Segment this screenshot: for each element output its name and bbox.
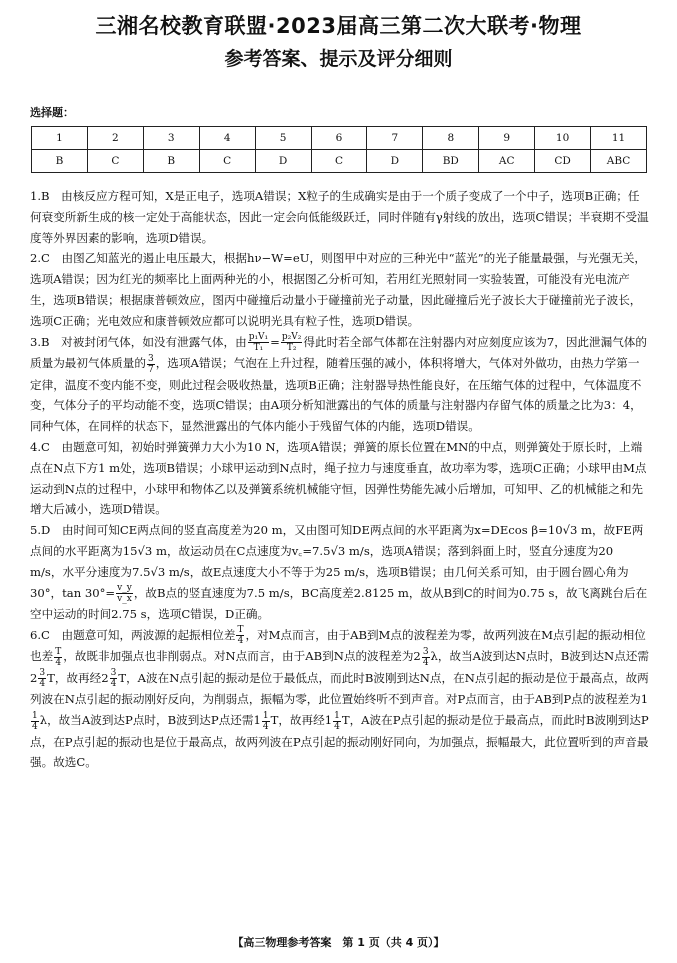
fraction-denominator: T₁ — [253, 343, 264, 354]
fraction-numerator: p₂V₂ — [281, 332, 302, 343]
text-segment: 得此时若全部气体都在注射器内对应刻度应该为7，因此泄漏气体的质量为最初气体质量的 — [30, 334, 647, 371]
answer-table — [31, 126, 647, 173]
page-subtitle: 参考答案、提示及评分细则 — [224, 48, 453, 70]
fraction-numerator: T — [237, 625, 244, 636]
text-segment: λ，故当A波到达P点时，B波到达P点还需1 — [39, 713, 261, 728]
text-segment: T，A波在N点引起的振动是位于最低点，而此时B波刚到达N点，在N点引起的振动是位于最高点，故两列波在N点引起的振动刚好反向，为削弱点，振幅为零，此位置始终听不到声音。对P点而言，由于AB到P点的波程差为1 — [30, 670, 649, 707]
answer-cell: CD — [535, 150, 591, 173]
question-number: 4 — [199, 127, 255, 150]
explanation-q2: 2.C 由图乙知蓝光的遏止电压最大，根据hν−W=eU，则图甲中对应的三种光中“蓝光”的光子能量最强，与光强无关，选项A错误；因为红光的频率比上面两种光的小，根据图乙分析可知，若用红光照射同一实验装置，可能没有光电流产生，选项B错误；根据康普顿效应，图丙中碰撞后动量小于碰撞前光子动量，因此碰撞后光子波长大于碰撞前光子波长，选项C正确；光电效应和康普顿效应都可以说明光具有粒子性，选项D错误。 — [30, 251, 647, 328]
fraction-denominator: 4 — [422, 657, 429, 668]
fraction — [147, 354, 155, 375]
question-number: 7 — [367, 127, 423, 150]
fraction-denominator: v_x — [117, 594, 132, 605]
fraction — [422, 647, 430, 668]
explanation-q1: 1.B 由核反应方程可知，X是正电子，选项A错误；X粒子的生成确实是由于一个质子变成了一个中子，选项B正确；任何衰变所新生成的核一定处于高能状态，因此一定会向低能级跃迁，同时伴随有γ射线的放出，选项C错误；半衰期不受温度等外界因素的影响，选项D错误。 — [30, 189, 649, 245]
fraction — [262, 711, 270, 732]
fraction-denominator: T₂ — [286, 343, 297, 354]
answer-cell: C — [311, 150, 367, 173]
fraction-numerator: p₁V₁ — [248, 332, 269, 343]
question-number: 9 — [479, 127, 535, 150]
explanations — [30, 186, 649, 773]
answer-cell: AC — [479, 150, 535, 173]
question-number: 6 — [311, 127, 367, 150]
fraction-numerator: 3 — [39, 668, 46, 679]
explanation-q4: 4.C 由题意可知，初始时弹簧弹力大小为10 N，选项A错误；弹簧的原长位置在MN的中点，则弹簧处于原长时，上端点在N点下方1 m处，选项B错误；小球甲运动到N点时，绳子拉力与速度垂直，故功率为零，选项C正确；小球甲由M点运动到N点的过程中，小球甲和物体乙以及弹簧系统机械能守恒，因弹性势能先减小后增加，可知甲、乙的机械能之和先增大后减小，选项D错误。 — [30, 439, 647, 517]
fraction — [38, 668, 46, 689]
fraction — [236, 625, 244, 646]
answer-cell: D — [367, 150, 423, 173]
text-segment: ，故B点的竖直速度为7.5 m/s，BC高度差2.8125 m，故从B到C的时间为0.75 s，故飞离跳台后在空中运动的时间2.75 s，选项C错误，D正确。 — [30, 585, 648, 622]
answer-table-answer-row — [32, 150, 647, 173]
fraction-denominator: 4 — [262, 721, 269, 732]
page-footer: 【高三物理参考答案 第 1 页（共 4 页）】 — [232, 936, 445, 949]
text-segment: ，选项A错误；气泡在上升过程，随着压强的减小，体积将增大，气体对外做功，由热力学第一定律，温度不变内能不变，则此过程会吸收热量，选项B正确；注射器导热性能良好，在压缩气体的过程中，气体温度不变，气体分子的平均动能不变，选项C错误；由A项分析知泄露出的气体的质量与注射器内存留气体的质量之比为3：4，同种气体，在同样的状态下，显然泄露出的气体内能小于残留气体的内能，选项D错误。 — [30, 356, 642, 434]
equals-sign: = — [270, 334, 280, 349]
fraction-numerator: 3 — [110, 668, 117, 679]
answer-cell: C — [87, 150, 143, 173]
answer-cell: ABC — [591, 150, 647, 173]
explanation-q5 — [30, 520, 649, 625]
fraction-numerator: T — [55, 646, 62, 657]
text-segment: 5.D 由时间可知CE两点间的竖直高度差为20 m，又由图可知DE两点间的水平距离为x=DEcos β=10√3 m，故FE两点间的水平距离为15√3 m，故运动员在C点速度为v꜀=7.5√3 m/s，选项A错误；落到斜面上时，竖直分速度为20 m/s，水平分速度为7.5√3 m/s，故E点速度大小不等于为25 m/s，选项B错误；由几何关系可知，由于圆台圆心角为30°，tan 30°= — [30, 523, 644, 600]
fraction-denominator: 4 — [110, 679, 117, 690]
question-number: 8 — [423, 127, 479, 150]
fraction — [31, 711, 39, 732]
fraction-denominator: 4 — [55, 657, 62, 668]
fraction — [110, 668, 118, 689]
answer-cell: BD — [423, 150, 479, 173]
fraction-numerator: v_y — [117, 583, 132, 594]
fraction-numerator: 3 — [422, 646, 429, 657]
text-segment: ，故既非加强点也非削弱点。对N点而言，由于AB到N点的波程差为2 — [63, 649, 421, 664]
question-number: 1 — [32, 127, 88, 150]
fraction-denominator: 4 — [334, 721, 340, 732]
fraction — [116, 583, 133, 604]
fraction-numerator: 1 — [262, 710, 269, 721]
explanation-q3 — [30, 332, 649, 437]
question-number: 10 — [535, 127, 591, 150]
answer-cell: D — [255, 150, 311, 173]
page-title: 三湘名校教育联盟·2023届高三第二次大联考·物理 — [95, 14, 582, 38]
text-segment: T，A波在P点引起的振动是位于最高点，而此时B波刚到达P点，在P点引起的振动也是位于最高点，故两列波在P点引起的振动刚好同向，为加强点，振幅最大，此位置听到的声音最强。故选C。 — [30, 713, 649, 770]
answer-table-number-row — [32, 127, 647, 150]
fraction — [333, 711, 341, 732]
fraction-denominator: 4 — [32, 721, 38, 732]
text-segment: T，故再经2 — [47, 670, 109, 685]
fraction-denominator: 4 — [237, 636, 244, 647]
text-segment: 3.B 对被封闭气体，如没有泄露气体，由 — [30, 334, 247, 349]
explanation-q6 — [30, 625, 649, 773]
section-label: 选择题： — [30, 106, 74, 119]
fraction — [248, 332, 269, 353]
question-number: 5 — [255, 127, 311, 150]
text-segment: T，故再经1 — [270, 713, 333, 728]
text-segment: ，对M点而言，由于AB到M点的波程差为零，故两列波在M点引起的振动相位也差 — [30, 627, 646, 664]
fraction-numerator: 1 — [334, 710, 340, 721]
question-number: 11 — [591, 127, 647, 150]
fraction — [54, 647, 62, 668]
question-number: 3 — [143, 127, 199, 150]
answer-cell: B — [32, 150, 88, 173]
text-segment: 6.C 由题意可知，两波源的起振相位差 — [30, 627, 236, 642]
answer-cell: B — [143, 150, 199, 173]
question-number: 2 — [87, 127, 143, 150]
fraction-numerator: 1 — [32, 710, 38, 721]
text-segment: λ，故当A波到达N点时，B波到达N点还需2 — [30, 649, 649, 685]
answer-cell: C — [199, 150, 255, 173]
fraction-denominator: 4 — [39, 679, 46, 690]
fraction — [281, 332, 302, 353]
fraction-numerator: 3 — [147, 353, 154, 364]
fraction-denominator: 7 — [147, 364, 154, 375]
